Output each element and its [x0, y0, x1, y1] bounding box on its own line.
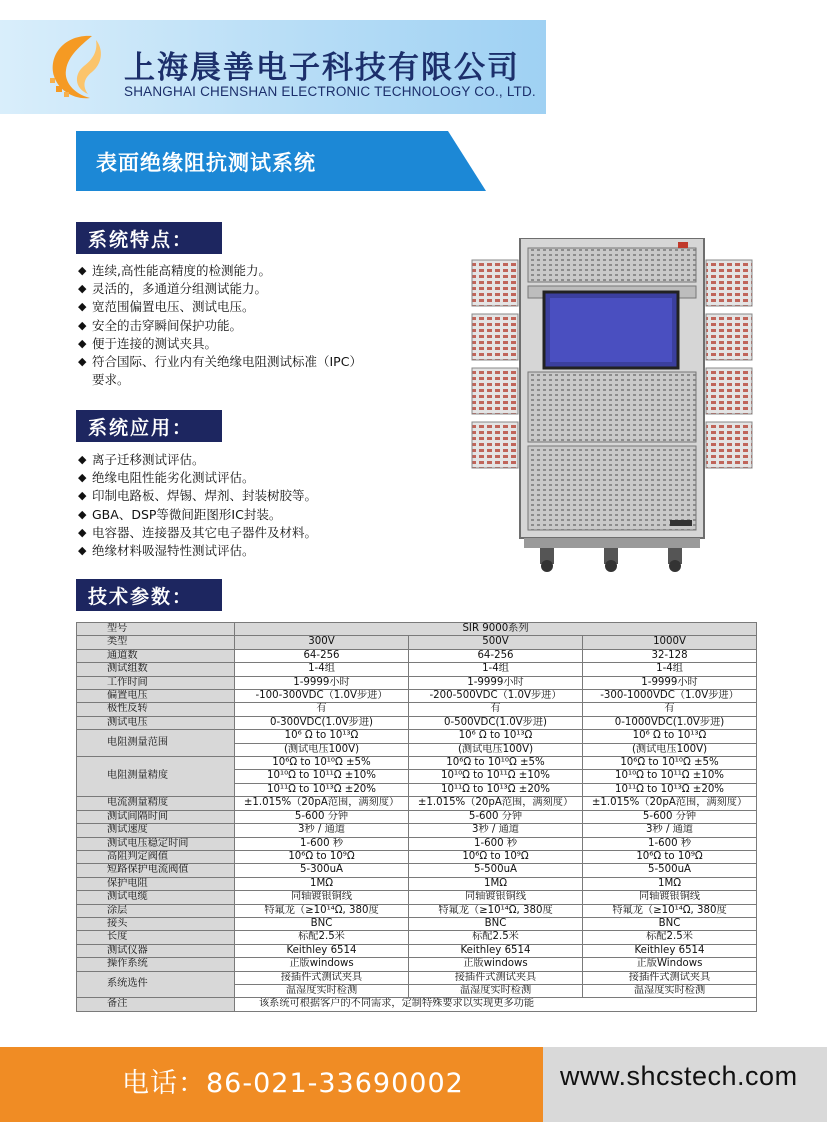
list-item: ◆ 绝缘电阻性能劣化测试评估。	[78, 469, 458, 487]
table-cell: 10⁶Ω to 10¹⁰Ω ±5%	[235, 757, 409, 770]
spec-table	[76, 622, 757, 1012]
table-cell: 标配2.5米	[583, 931, 757, 944]
table-cell: 5-300uA	[235, 864, 409, 877]
table-cell: 10¹⁰Ω to 10¹¹Ω ±10%	[235, 770, 409, 783]
table-row	[77, 850, 757, 863]
list-item: ◆ 宽范围偏置电压、测试电压。	[78, 298, 458, 316]
table-cell: 标配2.5米	[235, 931, 409, 944]
list-item-continuation: 要求。	[92, 372, 130, 388]
table-cell: (测试电压100V)	[409, 743, 583, 756]
table-cell-label: 型号	[77, 623, 235, 636]
table-row	[77, 703, 757, 716]
table-row	[77, 904, 757, 917]
table-cell: 64-256	[235, 649, 409, 662]
table-cell: (测试电压100V)	[583, 743, 757, 756]
table-row	[77, 716, 757, 729]
table-cell: 该系统可根据客户的不同需求，定制特殊要求以实现更多功能	[235, 998, 757, 1011]
table-cell: 10¹¹Ω to 10¹³Ω ±20%	[583, 783, 757, 796]
table-cell: 温湿度实时检测	[583, 984, 757, 997]
table-cell: ±1.015%（20pA范围，满刻度）	[235, 797, 409, 810]
table-cell-label: 电阻测量范围	[77, 730, 235, 757]
table-cell: 3秒 / 通道	[583, 824, 757, 837]
table-cell: 0-300VDC(1.0V步进)	[235, 716, 409, 729]
list-item: ◆ 便于连接的测试夹具。	[78, 335, 458, 353]
table-cell: 接插件式测试夹具	[583, 971, 757, 984]
table-cell: BNC	[583, 917, 757, 930]
table-cell: -200-500VDC（1.0V步进）	[409, 690, 583, 703]
table-cell: 5-600 分钟	[409, 810, 583, 823]
table-cell: 3秒 / 通道	[409, 824, 583, 837]
table-cell: 1MΩ	[409, 877, 583, 890]
table-cell: 5-600 分钟	[235, 810, 409, 823]
table-cell: 正版Windows	[583, 958, 757, 971]
table-row	[77, 676, 757, 689]
table-cell: 10⁶Ω to 10¹⁰Ω ±5%	[409, 757, 583, 770]
company-name-cn: 上海晨善电子科技有限公司	[124, 50, 520, 86]
table-cell: 温湿度实时检测	[409, 984, 583, 997]
table-cell: 10⁶ Ω to 10¹³Ω	[235, 730, 409, 743]
table-cell: 标配2.5米	[409, 931, 583, 944]
table-cell-label: 涂层	[77, 904, 235, 917]
website-link[interactable]: www.shcstech.com	[560, 1061, 798, 1091]
table-cell: 1-9999小时	[583, 676, 757, 689]
list-item: ◆ 离子迁移测试评估。	[78, 451, 458, 469]
table-row	[77, 649, 757, 662]
list-item: ◆ GBA、DSP等微间距图形IC封装。	[78, 506, 458, 524]
table-cell: ±1.015%（20pA范围，满刻度）	[409, 797, 583, 810]
table-cell-label: 偏置电压	[77, 690, 235, 703]
table-cell: 特氟龙（≥10¹⁴Ω, 380度	[583, 904, 757, 917]
table-cell: ±1.015%（20pA范围，满刻度）	[583, 797, 757, 810]
table-cell: 1-600 秒	[409, 837, 583, 850]
table-cell: 1-600 秒	[583, 837, 757, 850]
table-cell-label: 测试速度	[77, 824, 235, 837]
table-cell: -300-1000VDC（1.0V步进）	[583, 690, 757, 703]
table-cell: 1-4组	[235, 663, 409, 676]
table-row	[77, 663, 757, 676]
table-cell: 32-128	[583, 649, 757, 662]
table-cell: 64-256	[409, 649, 583, 662]
table-cell-label: 测试电压	[77, 716, 235, 729]
table-cell: BNC	[409, 917, 583, 930]
table-row	[77, 636, 757, 649]
table-row	[77, 757, 757, 770]
table-cell-label: 测试组数	[77, 663, 235, 676]
list-item: ◆ 电容器、连接器及其它电子器件及材料。	[78, 524, 458, 542]
table-cell-label: 保护电阻	[77, 877, 235, 890]
specs-heading-text: 技术参数：	[88, 586, 194, 608]
table-cell: 特氟龙（≥10¹⁴Ω, 380度	[235, 904, 409, 917]
table-cell: 10⁶Ω to 10⁹Ω	[235, 850, 409, 863]
features-heading-text: 系统特点：	[88, 229, 194, 251]
table-row	[77, 931, 757, 944]
table-cell-label: 测试电压稳定时间	[77, 837, 235, 850]
table-cell: 有	[235, 703, 409, 716]
table-cell: 同轴镀银铜线	[235, 891, 409, 904]
table-cell: 1-9999小时	[409, 676, 583, 689]
table-cell: 同轴镀银铜线	[583, 891, 757, 904]
table-row	[77, 877, 757, 890]
table-cell: 正版windows	[235, 958, 409, 971]
fixture-boxes-right	[706, 260, 752, 468]
table-row	[77, 837, 757, 850]
list-item: ◆ 绝缘材料吸湿特性测试评估。	[78, 542, 458, 560]
list-item: ◆ 印制电路板、焊锡、焊剂、封装树胶等。	[78, 487, 458, 505]
features-list	[78, 262, 458, 389]
table-row	[77, 824, 757, 837]
table-cell: Keithley 6514	[409, 944, 583, 957]
table-cell: 10¹¹Ω to 10¹³Ω ±20%	[409, 783, 583, 796]
phone-number: 电话：86-021-33690002	[122, 1068, 464, 1099]
footer-band	[0, 1047, 827, 1122]
table-cell-label: 测试仪器	[77, 944, 235, 957]
table-cell: SIR 9000系列	[235, 623, 757, 636]
table-cell: (测试电压100V)	[235, 743, 409, 756]
table-cell: 1MΩ	[235, 877, 409, 890]
table-cell-label: 系统选件	[77, 971, 235, 998]
product-title: 表面绝缘阻抗测试系统	[96, 151, 316, 175]
company-name-en: SHANGHAI CHENSHAN ELECTRONIC TECHNOLOGY CO., LTD.	[124, 84, 536, 99]
table-cell-label: 测试电缆	[77, 891, 235, 904]
table-cell: 10¹¹Ω to 10¹³Ω ±20%	[235, 783, 409, 796]
table-cell: 0-1000VDC(1.0V步进)	[583, 716, 757, 729]
table-cell: 10⁶ Ω to 10¹³Ω	[409, 730, 583, 743]
table-cell-label: 短路保护电流阀值	[77, 864, 235, 877]
cs-logo-icon	[44, 30, 114, 104]
table-row	[77, 958, 757, 971]
table-row	[77, 730, 757, 743]
applications-heading-text: 系统应用：	[88, 417, 194, 439]
table-row	[77, 623, 757, 636]
table-cell: 0-500VDC(1.0V步进)	[409, 716, 583, 729]
table-cell: 1-4组	[583, 663, 757, 676]
table-cell: 1MΩ	[583, 877, 757, 890]
table-cell-label: 长度	[77, 931, 235, 944]
table-cell: 有	[409, 703, 583, 716]
table-cell-label: 高阻判定阀值	[77, 850, 235, 863]
product-title-banner	[76, 131, 486, 191]
table-cell-label: 操作系统	[77, 958, 235, 971]
table-cell: 有	[583, 703, 757, 716]
table-row	[77, 944, 757, 957]
table-cell: 1000V	[583, 636, 757, 649]
table-cell: 3秒 / 通道	[235, 824, 409, 837]
table-cell: 10⁶Ω to 10⁹Ω	[583, 850, 757, 863]
company-header	[0, 20, 546, 114]
table-cell: 特氟龙（≥10¹⁴Ω, 380度	[409, 904, 583, 917]
table-cell: 10¹⁰Ω to 10¹¹Ω ±10%	[409, 770, 583, 783]
table-row	[77, 810, 757, 823]
fixture-boxes-left	[472, 260, 518, 468]
table-cell-label: 电流测量精度	[77, 797, 235, 810]
table-row	[77, 998, 757, 1011]
table-cell: 接插件式测试夹具	[235, 971, 409, 984]
table-cell: 同轴镀银铜线	[409, 891, 583, 904]
table-cell-label: 测试间隔时间	[77, 810, 235, 823]
table-row	[77, 864, 757, 877]
applications-list	[78, 451, 458, 560]
table-row	[77, 917, 757, 930]
table-cell: 1-4组	[409, 663, 583, 676]
table-cell: Keithley 6514	[235, 944, 409, 957]
table-cell: 500V	[409, 636, 583, 649]
table-cell: 10¹⁰Ω to 10¹¹Ω ±10%	[583, 770, 757, 783]
table-cell: 温湿度实时检测	[235, 984, 409, 997]
table-cell: 正版windows	[409, 958, 583, 971]
list-item: ◆ 灵活的，多通道分组测试能力。	[78, 280, 458, 298]
table-cell-label: 通道数	[77, 649, 235, 662]
table-cell: 10⁶Ω to 10⁹Ω	[409, 850, 583, 863]
caster-wheels	[540, 548, 682, 572]
table-cell: -100-300VDC（1.0V步进）	[235, 690, 409, 703]
table-cell: Keithley 6514	[583, 944, 757, 957]
table-cell: 300V	[235, 636, 409, 649]
table-cell: 5-500uA	[583, 864, 757, 877]
table-cell-label: 工作时间	[77, 676, 235, 689]
table-cell: 10⁶Ω to 10¹⁰Ω ±5%	[583, 757, 757, 770]
list-item: ◆ 安全的击穿瞬间保护功能。	[78, 317, 458, 335]
table-cell: 接插件式测试夹具	[409, 971, 583, 984]
table-cell: 1-600 秒	[235, 837, 409, 850]
table-row	[77, 797, 757, 810]
table-row	[77, 891, 757, 904]
table-cell: 1-9999小时	[235, 676, 409, 689]
test-cabinet-image	[470, 238, 760, 574]
table-cell: BNC	[235, 917, 409, 930]
table-cell: 5-500uA	[409, 864, 583, 877]
table-cell: 10⁶ Ω to 10¹³Ω	[583, 730, 757, 743]
table-cell-label: 电阻测量精度	[77, 757, 235, 797]
list-item: ◆ 连续,高性能高精度的检测能力。	[78, 262, 458, 280]
table-cell: 5-600 分钟	[583, 810, 757, 823]
table-row	[77, 690, 757, 703]
table-cell-label: 类型	[77, 636, 235, 649]
table-cell-label: 接头	[77, 917, 235, 930]
table-cell-label: 备注	[77, 998, 235, 1011]
table-cell-label: 极性反转	[77, 703, 235, 716]
list-item: ◆ 符合国际、行业内有关绝缘电阻测试标准（IPC） 要求。	[78, 353, 458, 389]
table-row	[77, 971, 757, 984]
